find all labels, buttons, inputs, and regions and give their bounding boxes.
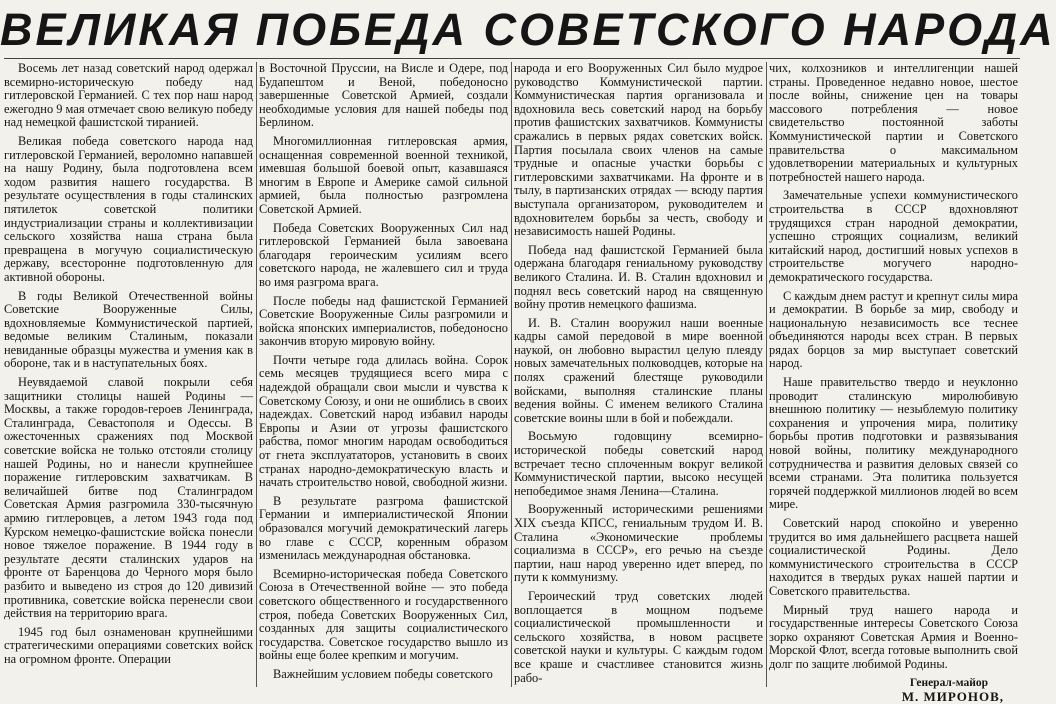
paragraph: чих, колхозников и интеллигенции нашей страны. Проведенное недавно новое, шестое после войны, снижение цен на товары массового потребления — новое свидетельство постоянной заботы Коммунистической партии и Советского правительства о максимальном удовлетворении материальных и культурных потребностей нашего народа.: [769, 61, 1018, 184]
paragraph: Неувядаемой славой покрыли себя защитники столицы нашей Родины — Москвы, а также городов-героев Ленинграда, Сталинграда, Севастополя и Одессы. В ожесточенных сражениях под Москвой советские войска не только отстояли столицу нашей Родины, но и нанесли крупнейшее поражение гитлеровским захватчикам. В величайшей битве под Сталинградом Советская Армия разгромила 330-тысячную армию гитлеровцев, а летом 1943 года под Курском немецко-фашистские войска понесли новое тяжелое поражение. В 1944 году в результате десяти сталинских ударов на фронте от Баренцова до Черного моря было разбито и выведено из строя до 120 дивизий противника, советские войска перенесли свои действия на территорию врага.: [4, 375, 253, 621]
paragraph: Важнейшим условием победы советского: [273, 666, 493, 681]
paragraph: Почти четыре года длилась война. Сорок семь месяцев трудящиеся всего мира с надеждой обращали свои мысли и чувства к Советскому Союзу, и они не ошиблись в своих надеждах. Советский народ избавил народы Европы и Азии от угрозы фашистского рабства, помог многим народам освободиться от гнета эксплуататоров, установить в своих странах народно-демократическую власть и начать строительство новой, свободной жизни.: [259, 352, 508, 490]
paragraph: Великая победа советского народа над гитлеровской Германией, вероломно напавшей на нашу Родину, была подготовлена всем ходом развития нашего государства. В результате осуществления в годы сталинских пятилеток советской политики индустриализации страны и коллективизации сельского хозяйства наша страна была превращена в могучую социалистическую державу, всесторонне подготовленную для активной обороны.: [4, 133, 253, 284]
paragraph: Победа Советских Вооруженных Сил над гитлеровской Германией была завоевана благодаря героическим усилиям всего советского народа, не жалевшего сил и труда во имя разгрома врага.: [259, 220, 508, 289]
paragraph: Многомиллионная гитлеровская армия, оснащенная современной военной техникой, имевшая большой боевой опыт, казавшаяся многим в Европе и Америке самой сильной армией, была полностью разгромлена Советской Армией.: [259, 133, 508, 216]
article-column-1: [4, 62, 253, 687]
article-column-2: [259, 62, 508, 687]
column-divider: [256, 62, 257, 687]
paragraph: В результате разгрома фашистской Германии и империалистической Японии образовался могучий демократический лагерь во главе с СССР, коренным образом изменилась международная обстановка.: [259, 493, 508, 563]
paragraph: Восьмую годовщину всемирно-исторической победы советский народ встречает тесно сплоченным вокруг великой Коммунистической партии, высоко несущей непобедимое знамя Ленина—Сталина.: [514, 429, 763, 498]
paragraph: После победы над фашистской Германией Советские Вооруженные Силы разгромили и войска японских империалистов, победоносно закончив вторую мировую войну.: [259, 293, 508, 349]
paragraph: народа и его Вооруженных Сил было мудрое руководство Коммунистической партии. Коммунистическая партия организовала и вдохновила весь советский народ на борьбу против фашистских захватчиков. Коммунисты сражались в первых рядах советских войск. Партия посылала своих членов на самые трудные и опасные участки борьбы с гитлеровскими захватчиками. На фронте и в тылу, в партизанских отрядах — всюду партия выступала организатором, руководителем и вдохновителем борьбы за честь, свободу и независимость нашей Родины.: [514, 61, 763, 239]
column-divider: [766, 62, 767, 687]
paragraph: С каждым днем растут и крепнут силы мира и демократии. В борьбе за мир, свободу и национальную независимость все теснее объединяются народы всех стран. В первых рядах борцов за мир выступает советский народ.: [769, 288, 1018, 371]
author-name: М. МИРОНОВ,: [901, 689, 1004, 704]
paragraph: И. В. Сталин вооружил наши военные кадры самой передовой в мире военной наукой, он любовно вырастил целую плеяду новых замечательных полководцев, которые на полях сражений блестяще руководили войсками, выполняя сталинские планы ведения войны. С именем великого Сталина советские воины шли в бой и побеждали.: [514, 315, 763, 425]
paragraph: Советский народ спокойно и уверенно трудится во имя дальнейшего расцвета нашей социалистической Родины. Дело коммунистического строительства в СССР находится в твердых руках нашей партии и Советского правительства.: [769, 516, 1018, 598]
paragraph: Наше правительство твердо и неуклонно проводит сталинскую миролюбивую внешнюю политику — незыблемую политику сохранения и упрочения мира, политику борьбы против подготовки и развязывания новой войны, политику международного сотрудничества и развития деловых связей со всеми странами. Эта политика пользуется горячей поддержкой миллионов людей во всем мире.: [769, 375, 1018, 512]
paragraph: Мирный труд нашего народа и государственные интересы Советского Союза зорко охраняют Советская Армия и Военно-Морской Флот, всегда готовые выполнить свой долг по защите любимой Родины.: [769, 602, 1018, 671]
page-headline: ВЕЛИКАЯ ПОБЕДА СОВЕТСКОГО НАРОДА: [0, 4, 1056, 55]
paragraph: Восемь лет назад советский народ одержал всемирно-историческую победу над гитлеровской Германией. С тех пор наш народ ежегодно 9 мая отмечает свою великую победу над немецкой фашистской тиранией.: [4, 61, 253, 130]
headline-rule: [4, 58, 1020, 59]
paragraph: 1945 год был ознаменован крупнейшими стратегическими операциями советских войск на огромном фронте. Операции: [4, 624, 253, 666]
paragraph: Замечательные успехи коммунистического строительства в СССР вдохновляют трудящихся стран народной демократии, успешно строящих социализм, великий китайский народ, достигший новых успехов в строительстве могучего народно-демократического государства.: [769, 188, 1018, 284]
paragraph: Всемирно-историческая победа Советского Союза в Отечественной войне — это победа советского общественного и государственного строя, победа Советских Вооруженных Сил, созданных для защиты социалистического государства. Советское государство вышло из войны еще более крепким и могучим.: [259, 566, 508, 663]
paragraph: Вооруженный историческими решениями XIX съезда КПСС, гениальным трудом И. В. Сталина «Экономические проблемы социализма в СССР», его речью на съезде партии, наш народ уверенно идет вперед, по пути к коммунизму.: [514, 502, 763, 585]
column-divider: [511, 62, 512, 687]
author-rank: Генерал-майор: [909, 676, 988, 689]
paragraph: Победа над фашистской Германией была одержана благодаря гениальному руководству великого Сталина. И. В. Сталин вдохновил и поднял весь советский народ на священную войну против немецкого фашизма.: [514, 242, 763, 312]
paragraph: в Восточной Пруссии, на Висле и Одере, под Будапештом и Веной, победоносно завершенные Советской Армией, создали необходимые условия для нашей победы под Берлином.: [259, 61, 508, 130]
paragraph: В годы Великой Отечественной войны Советские Вооруженные Силы, вдохновляемые Коммунистической партией, ведомые великим Сталиным, показали невиданные образцы мужества и умения как в обороне, так и в наступательных боях.: [4, 288, 253, 371]
article-column-4: [769, 61, 1018, 704]
paragraph: Героический труд советских людей воплощается в мощном подъеме социалистической промышленности и сельского хозяйства, в новом расцвете советской науки и культуры. С каждым годом все краше и счастливее становится жизнь рабо-: [514, 588, 763, 685]
article-column-3: [514, 62, 763, 687]
